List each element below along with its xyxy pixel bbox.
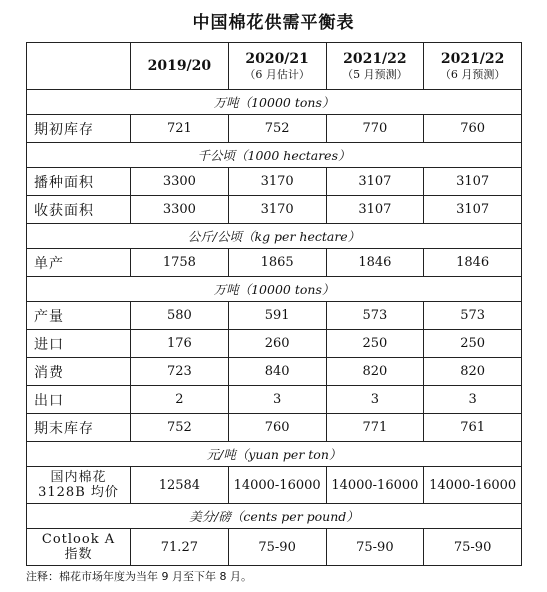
table-row (27, 330, 522, 358)
row-label: 进口 (27, 330, 131, 358)
unit-row (27, 143, 522, 168)
row-label-text: 国内棉花 3128B 均价 (38, 470, 119, 500)
table-cell: 770 (326, 115, 424, 143)
table-row (27, 115, 522, 143)
row-label: 播种面积 (27, 168, 131, 196)
unit-label: 公斤/公顷（kg per hectare） (27, 224, 522, 249)
table-cell: 760 (424, 115, 522, 143)
table-cell: 723 (131, 358, 229, 386)
table-cell: 752 (131, 414, 229, 442)
table-cell: 3170 (228, 168, 326, 196)
footnote: 注释：棉花市场年度为当年 9 月至下年 8 月。 (26, 570, 252, 583)
table-cell: 75-90 (326, 529, 424, 566)
header-corner (27, 43, 131, 90)
table-row (27, 467, 522, 504)
row-label (27, 467, 131, 504)
header-col-2: 2020/21 （6 月估计） (228, 43, 326, 90)
table-cell: 761 (424, 414, 522, 442)
table-cell: 3107 (424, 196, 522, 224)
table-cell: 840 (228, 358, 326, 386)
table-cell: 573 (424, 302, 522, 330)
table-cell: 3 (326, 386, 424, 414)
table-cell: 752 (228, 115, 326, 143)
table-row (27, 168, 522, 196)
unit-label: 美分/磅（cents per pound） (27, 504, 522, 529)
table-cell: 250 (424, 330, 522, 358)
table-cell: 3170 (228, 196, 326, 224)
header-col-3: 2021/22 （5 月预测） (326, 43, 424, 90)
unit-label: 万吨（10000 tons） (27, 277, 522, 302)
unit-row (27, 224, 522, 249)
table-cell: 820 (326, 358, 424, 386)
table-cell: 2 (131, 386, 229, 414)
header-col-1: 2019/20 (131, 43, 229, 90)
table-cell: 75-90 (228, 529, 326, 566)
table-cell: 3107 (424, 168, 522, 196)
unit-label: 万吨（10000 tons） (27, 90, 522, 115)
unit-row (27, 90, 522, 115)
row-label: 单产 (27, 249, 131, 277)
table-cell: 3 (424, 386, 522, 414)
table-cell: 3107 (326, 168, 424, 196)
table-cell: 1758 (131, 249, 229, 277)
table-cell: 176 (131, 330, 229, 358)
row-label: 出口 (27, 386, 131, 414)
table-cell: 71.27 (131, 529, 229, 566)
header-col-4: 2021/22 （6 月预测） (424, 43, 522, 90)
table-cell: 1846 (424, 249, 522, 277)
row-label: 期初库存 (27, 115, 131, 143)
table-cell: 14000-16000 (424, 467, 522, 504)
table-row (27, 302, 522, 330)
unit-row (27, 504, 522, 529)
table-cell: 75-90 (424, 529, 522, 566)
table-cell: 14000-16000 (326, 467, 424, 504)
table-cell: 573 (326, 302, 424, 330)
table-cell: 12584 (131, 467, 229, 504)
header-row (27, 43, 522, 90)
table-cell: 591 (228, 302, 326, 330)
table-cell: 820 (424, 358, 522, 386)
unit-label: 元/吨（yuan per ton） (27, 442, 522, 467)
table-row (27, 414, 522, 442)
table-cell: 1846 (326, 249, 424, 277)
row-label: 期末库存 (27, 414, 131, 442)
table-cell: 14000-16000 (228, 467, 326, 504)
table-row (27, 358, 522, 386)
unit-row (27, 442, 522, 467)
table-cell: 3 (228, 386, 326, 414)
unit-row (27, 277, 522, 302)
row-label: 消费 (27, 358, 131, 386)
table-cell: 250 (326, 330, 424, 358)
table-cell: 1865 (228, 249, 326, 277)
row-label: 收获面积 (27, 196, 131, 224)
table-row (27, 249, 522, 277)
table-cell: 721 (131, 115, 229, 143)
table-title: 中国棉花供需平衡表 (192, 13, 355, 33)
table-cell: 580 (131, 302, 229, 330)
row-label: 产量 (27, 302, 131, 330)
table-row (27, 529, 522, 566)
row-label-text: Cotlook A 指数 (41, 532, 116, 562)
cotton-balance-table (26, 42, 522, 566)
table-cell: 771 (326, 414, 424, 442)
unit-label: 千公顷（1000 hectares） (27, 143, 522, 168)
row-label (27, 529, 131, 566)
table-row (27, 386, 522, 414)
table-cell: 3300 (131, 196, 229, 224)
table-row (27, 196, 522, 224)
table-cell: 760 (228, 414, 326, 442)
table-cell: 3300 (131, 168, 229, 196)
table-cell: 3107 (326, 196, 424, 224)
table-cell: 260 (228, 330, 326, 358)
